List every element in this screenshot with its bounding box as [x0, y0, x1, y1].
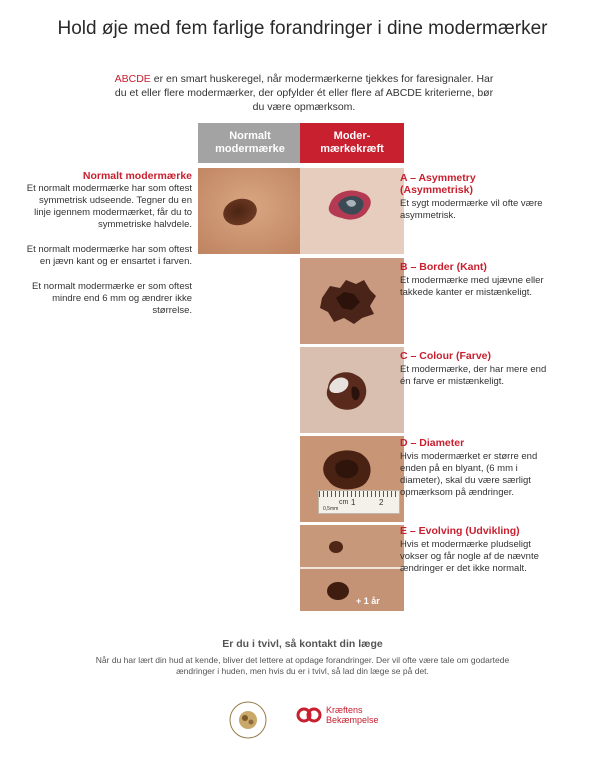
criterion-b-heading: B – Border (Kant) [400, 261, 487, 273]
criterion-a-heading: A – Asymmetry (Asymmetrisk) [400, 172, 476, 196]
criterion-e-text: Hvis et modermærke pludseligt vokser og får nogle af de nævnte ændringer er det ikke normalt. [400, 539, 539, 574]
normal-column-header [198, 123, 302, 163]
colour-photo [300, 347, 404, 433]
melanoma-column-header [300, 123, 404, 163]
normal-paragraph-3: Et normalt modermærke er som oftest mindre end 6 mm og ændrer ikke størrelse. [32, 281, 192, 316]
ruler-mark-1: 1 [351, 498, 356, 507]
kraeftens-bekaempelse-logo [296, 705, 379, 725]
kb-symbol-icon [296, 707, 322, 723]
ruler-scale: 0,5mm [323, 506, 339, 512]
criterion-d [400, 437, 550, 499]
evolving-photo [300, 525, 404, 611]
criterion-d-heading: D – Diameter [400, 437, 465, 449]
criterion-c-heading: C – Colour (Farve) [400, 350, 492, 362]
criterion-e-heading: E – Evolving (Udvikling) [400, 525, 520, 537]
ruler [318, 490, 400, 514]
intro-text [108, 72, 500, 114]
dermatology-society-logo [228, 700, 268, 740]
ruler-mark-2: 2 [379, 498, 384, 507]
normal-header-line1: Normalt [229, 130, 271, 142]
border-photo [300, 258, 404, 344]
criterion-a-text: Et sygt modermærke vil ofte være asymmetrisk. [400, 198, 543, 221]
normal-mole-heading: Normalt modermærke [82, 170, 192, 182]
criterion-e [400, 525, 550, 575]
criterion-b-text: Et modermærke med ujævne eller takkede kanter er mistænkeligt. [400, 275, 544, 298]
diameter-photo [300, 436, 404, 522]
intro-body: er en smart huskeregel, når modermærkerne tjekkes for faresignaler. Har du et eller flere modermærker, der opfylder ét eller flere af ABCDE kriterierne, bør du være opmærksom. [114, 73, 494, 113]
criterion-c [400, 350, 550, 388]
normal-paragraph-1: Et normalt modermærke har som oftest symmetrisk udseende. Tegner du en linje igennem modermærket, får du to symmetriske halvdele. [26, 183, 192, 230]
kb-line-1: Kræftens [326, 705, 363, 715]
criterion-c-text: Et modermærke, der har mere end én farve er mistænkeligt. [400, 364, 547, 387]
normal-mole-info [20, 170, 192, 330]
kb-line-2: Bekæmpelse [326, 715, 379, 725]
criterion-a [400, 172, 550, 222]
normal-paragraph-2: Et normalt modermærke har som oftest en jævn kant og er ensartet i farven. [26, 244, 192, 267]
melanoma-header-line2: mærkekræft [320, 143, 384, 155]
footer-text: Når du har lært din hud at kende, bliver det lettere at opdage forandringer. Der vil ofte være tale om godartede ændringer i huden, men hvis du er i tvivl, så lad din læge se på det. [95, 655, 510, 676]
footer-heading: Er du i tvivl, så kontakt din læge [222, 638, 383, 650]
evolving-time-label: + 1 år [356, 596, 380, 606]
ruler-unit: cm [339, 499, 349, 506]
normal-header-line2: modermærke [215, 143, 285, 155]
criterion-b [400, 261, 550, 299]
criterion-d-text: Hvis modermærket er større end enden på en blyant, (6 mm i diameter), skal du være særligt opmærksom på ændringer. [400, 451, 538, 498]
abcde-highlight: ABCDE [114, 73, 151, 85]
normal-mole-photo [198, 168, 302, 254]
asymmetry-photo [300, 168, 404, 254]
melanoma-header-line1: Moder- [333, 130, 371, 142]
page-title: Hold øje med fem farlige forandringer i dine modermærker [57, 18, 548, 39]
